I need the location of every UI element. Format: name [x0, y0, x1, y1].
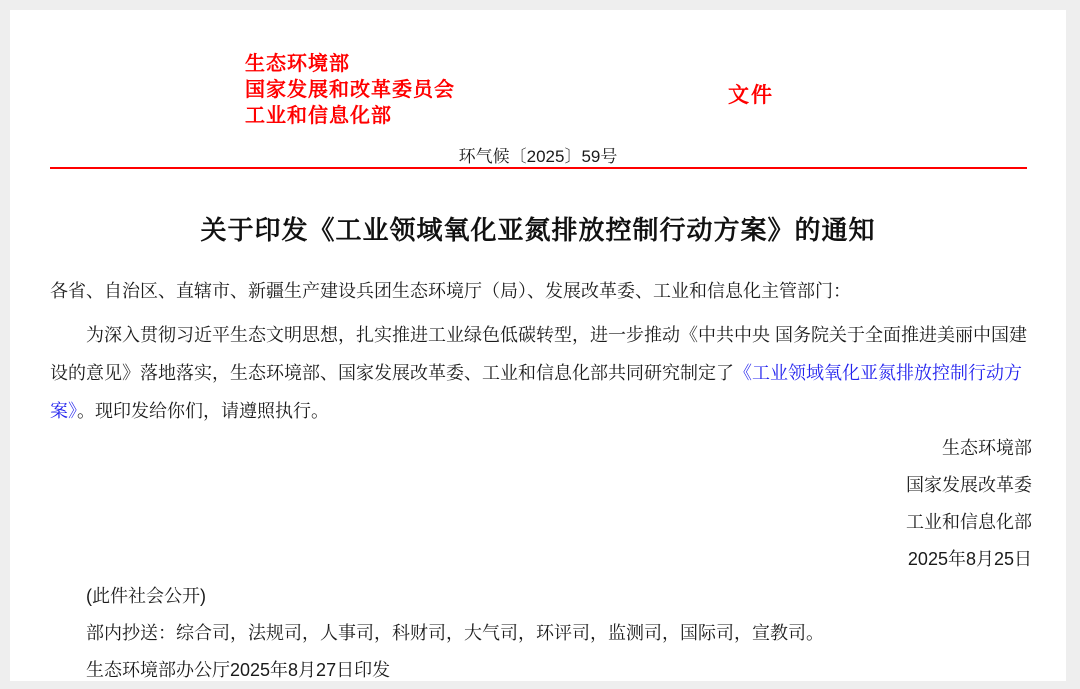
signature-date: 2025年8月25日 — [907, 549, 1032, 569]
public-disclosure-note: (此件社会公开) — [86, 586, 206, 606]
footer-block — [50, 578, 1032, 689]
paragraph-text-after-link: 。现印发给你们，请遵照执行。 — [77, 401, 329, 421]
signature-agency-1: 生态环境部 — [942, 438, 1032, 458]
cc-line: 部内抄送：综合司，法规司，人事司，科财司，大气司，环评司，监测司，国际司，宣教司。 — [86, 623, 824, 643]
signature-agency-3: 工业和信息化部 — [906, 512, 1032, 532]
salutation: 各省、自治区、直辖市、新疆生产建设兵团生态环境厅（局）、发展改革委、工业和信息化主管部门： — [50, 281, 851, 301]
red-divider — [50, 167, 1027, 169]
main-paragraph — [50, 316, 1032, 430]
signature-agency-2: 国家发展改革委 — [906, 475, 1032, 495]
document-number: 环气候〔2025〕59号 — [458, 147, 618, 166]
document-title: 关于印发《工业领域氧化亚氮排放控制行动方案》的通知 — [200, 215, 876, 245]
document-body — [50, 272, 1032, 689]
action-plan-link[interactable]: 《工业领域氧化亚氮排放控制行动方案》 — [50, 363, 1022, 421]
document-page — [10, 10, 1066, 681]
print-line: 生态环境部办公厅2025年8月27日印发 — [86, 660, 391, 680]
signature-block — [50, 430, 1032, 578]
letterhead-agency-3: 工业和信息化部 — [245, 105, 392, 127]
letterhead-agencies — [245, 51, 455, 129]
letterhead-agency-2: 国家发展和改革委员会 — [245, 79, 455, 101]
letterhead-agency-1: 生态环境部 — [245, 53, 350, 75]
letterhead-doc-label: 文件 — [728, 84, 774, 107]
paragraph-text-before-link: 为深入贯彻习近平生态文明思想，扎实推进工业绿色低碳转型，进一步推动《中共中央 国务院关于全面推进美丽中国建设的意见》落地落实，生态环境部、国家发展改革委、工业和信息化部共同研究制定了 — [50, 325, 1027, 383]
